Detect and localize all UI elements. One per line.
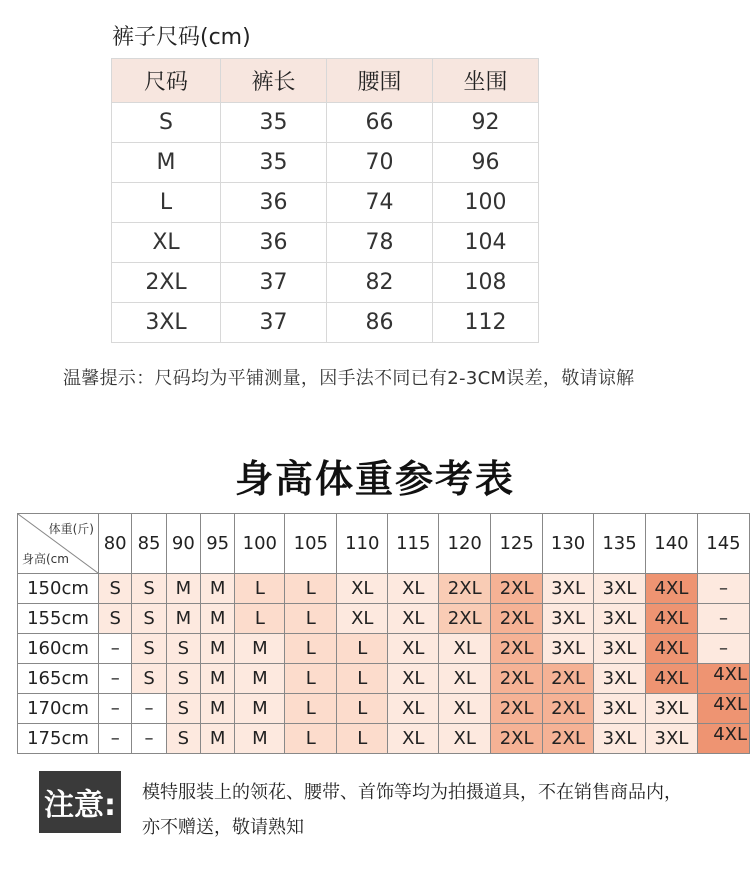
size-cell: – xyxy=(99,694,132,724)
size-cell: S xyxy=(99,574,132,604)
height-row xyxy=(18,604,750,634)
size-cell: M xyxy=(201,664,235,694)
size-cell: S xyxy=(166,694,200,724)
note-text-line2: 亦不赠送，敬请熟知 xyxy=(142,817,304,838)
note-text-line1: 模特服装上的领花、腰带、首饰等均为拍摄道具，不在销售商品内， xyxy=(142,782,682,803)
weight-header-cell: 145 xyxy=(697,514,749,574)
pants-cell: 74 xyxy=(327,183,433,223)
size-cell: 2XL xyxy=(439,574,491,604)
size-cell: S xyxy=(166,634,200,664)
weight-header-cell: 90 xyxy=(166,514,200,574)
size-cell: XL xyxy=(388,694,439,724)
size-cell: 2XL xyxy=(543,694,594,724)
size-cell: 2XL xyxy=(439,604,491,634)
size-cell: 2XL xyxy=(543,664,594,694)
height-row xyxy=(18,634,750,664)
height-row xyxy=(18,694,750,724)
size-cell: XL xyxy=(439,634,491,664)
pants-cell: 112 xyxy=(433,303,539,343)
size-cell: XL xyxy=(439,724,491,754)
size-cell: XL xyxy=(388,664,439,694)
pants-row xyxy=(112,183,539,223)
pants-header-length: 裤长 xyxy=(221,59,327,103)
size-cell: 4XL xyxy=(646,574,698,604)
height-axis-label: 身高(cm xyxy=(22,552,69,566)
size-cell: 2XL xyxy=(491,724,543,754)
size-cell: XL xyxy=(388,604,439,634)
weight-axis-label: 体重(斤) xyxy=(48,522,94,536)
pants-cell: S xyxy=(112,103,221,143)
size-cell: M xyxy=(201,724,235,754)
size-cell: 3XL xyxy=(646,724,698,754)
pants-header-size: 尺码 xyxy=(112,59,221,103)
size-cell: 3XL xyxy=(594,664,646,694)
pants-cell: 35 xyxy=(221,103,327,143)
size-cell: 4XL xyxy=(697,664,749,694)
height-cell: 160cm xyxy=(18,634,99,664)
size-cell: XL xyxy=(388,574,439,604)
weight-header-cell: 115 xyxy=(388,514,439,574)
size-cell: 3XL xyxy=(594,634,646,664)
size-cell: S xyxy=(132,634,166,664)
weight-header-row xyxy=(18,514,750,574)
size-cell: S xyxy=(132,574,166,604)
pants-cell: XL xyxy=(112,223,221,263)
size-cell: M xyxy=(201,634,235,664)
size-cell: – xyxy=(99,724,132,754)
size-cell: L xyxy=(235,604,285,634)
size-cell: – xyxy=(132,724,166,754)
pants-cell: 86 xyxy=(327,303,433,343)
size-cell: 4XL xyxy=(646,664,698,694)
size-cell: 2XL xyxy=(491,604,543,634)
size-cell: M xyxy=(166,574,200,604)
weight-header-cell: 125 xyxy=(491,514,543,574)
size-cell: 3XL xyxy=(594,574,646,604)
note-label: 注意: xyxy=(39,771,121,833)
pants-cell: M xyxy=(112,143,221,183)
weight-header-cell: 105 xyxy=(285,514,337,574)
pants-row xyxy=(112,103,539,143)
size-cell: 2XL xyxy=(491,664,543,694)
size-cell: 3XL xyxy=(594,694,646,724)
pants-header-waist: 腰围 xyxy=(327,59,433,103)
height-cell: 175cm xyxy=(18,724,99,754)
height-row xyxy=(18,664,750,694)
height-cell: 150cm xyxy=(18,574,99,604)
size-cell: L xyxy=(337,634,388,664)
size-cell: S xyxy=(166,724,200,754)
size-cell: S xyxy=(132,604,166,634)
size-cell: L xyxy=(285,574,337,604)
size-cell: 3XL xyxy=(594,724,646,754)
pants-cell: 36 xyxy=(221,183,327,223)
size-cell: M xyxy=(201,574,235,604)
pants-cell: 100 xyxy=(433,183,539,223)
height-cell: 155cm xyxy=(18,604,99,634)
size-cell: 4XL xyxy=(646,634,698,664)
size-cell: 2XL xyxy=(491,574,543,604)
weight-header-cell: 140 xyxy=(646,514,698,574)
pants-row xyxy=(112,263,539,303)
size-cell: 4XL xyxy=(697,724,749,754)
size-cell: L xyxy=(285,724,337,754)
height-weight-table xyxy=(17,513,750,754)
pants-row xyxy=(112,223,539,263)
size-cell: L xyxy=(285,604,337,634)
size-cell: 4XL xyxy=(646,604,698,634)
pants-cell: 3XL xyxy=(112,303,221,343)
size-cell: S xyxy=(166,664,200,694)
size-cell: L xyxy=(285,634,337,664)
size-cell: XL xyxy=(337,574,388,604)
size-cell: M xyxy=(201,604,235,634)
size-cell: M xyxy=(235,664,285,694)
weight-header-cell: 130 xyxy=(543,514,594,574)
height-row xyxy=(18,724,750,754)
size-cell: L xyxy=(285,664,337,694)
pants-cell: 92 xyxy=(433,103,539,143)
size-cell: XL xyxy=(337,604,388,634)
size-cell: M xyxy=(201,694,235,724)
size-cell: M xyxy=(166,604,200,634)
height-row xyxy=(18,574,750,604)
pants-header-row xyxy=(112,59,539,103)
corner-header-cell xyxy=(18,514,99,574)
size-cell: 2XL xyxy=(491,634,543,664)
size-cell: 3XL xyxy=(543,574,594,604)
size-cell: – xyxy=(99,664,132,694)
size-cell: 3XL xyxy=(594,604,646,634)
size-cell: – xyxy=(697,574,749,604)
weight-header-cell: 135 xyxy=(594,514,646,574)
pants-cell: 78 xyxy=(327,223,433,263)
pants-cell: 82 xyxy=(327,263,433,303)
pants-row xyxy=(112,143,539,183)
pants-row xyxy=(112,303,539,343)
size-cell: 3XL xyxy=(543,634,594,664)
size-cell: L xyxy=(337,664,388,694)
size-cell: XL xyxy=(439,694,491,724)
size-cell: S xyxy=(99,604,132,634)
size-cell: L xyxy=(285,694,337,724)
reference-table-title: 身高体重参考表 xyxy=(234,457,515,501)
pants-size-title: 裤子尺码(cm) xyxy=(112,25,251,50)
size-cell: 3XL xyxy=(646,694,698,724)
weight-header-cell: 100 xyxy=(235,514,285,574)
size-cell: M xyxy=(235,724,285,754)
size-cell: M xyxy=(235,694,285,724)
pants-cell: 96 xyxy=(433,143,539,183)
height-cell: 165cm xyxy=(18,664,99,694)
size-cell: – xyxy=(697,604,749,634)
pants-cell: 2XL xyxy=(112,263,221,303)
pants-cell: L xyxy=(112,183,221,223)
weight-header-cell: 85 xyxy=(132,514,166,574)
pants-cell: 37 xyxy=(221,303,327,343)
size-cell: – xyxy=(697,634,749,664)
measurement-tip: 温馨提示：尺码均为平铺测量，因手法不同已有2-3CM误差，敬请谅解 xyxy=(63,368,635,389)
size-cell: XL xyxy=(388,724,439,754)
weight-header-cell: 80 xyxy=(99,514,132,574)
pants-cell: 108 xyxy=(433,263,539,303)
size-cell: 3XL xyxy=(543,604,594,634)
pants-size-table xyxy=(111,58,539,343)
size-cell: L xyxy=(337,694,388,724)
pants-cell: 37 xyxy=(221,263,327,303)
size-cell: L xyxy=(235,574,285,604)
pants-cell: 70 xyxy=(327,143,433,183)
weight-header-cell: 95 xyxy=(201,514,235,574)
pants-cell: 66 xyxy=(327,103,433,143)
size-cell: XL xyxy=(439,664,491,694)
weight-header-cell: 120 xyxy=(439,514,491,574)
pants-cell: 104 xyxy=(433,223,539,263)
size-cell: – xyxy=(99,634,132,664)
size-cell: – xyxy=(132,694,166,724)
pants-cell: 35 xyxy=(221,143,327,183)
pants-header-hip: 坐围 xyxy=(433,59,539,103)
size-cell: S xyxy=(132,664,166,694)
size-cell: 2XL xyxy=(491,694,543,724)
pants-cell: 36 xyxy=(221,223,327,263)
weight-header-cell: 110 xyxy=(337,514,388,574)
size-cell: L xyxy=(337,724,388,754)
size-cell: 4XL xyxy=(697,694,749,724)
size-cell: 2XL xyxy=(543,724,594,754)
size-cell: XL xyxy=(388,634,439,664)
size-cell: M xyxy=(235,634,285,664)
height-cell: 170cm xyxy=(18,694,99,724)
